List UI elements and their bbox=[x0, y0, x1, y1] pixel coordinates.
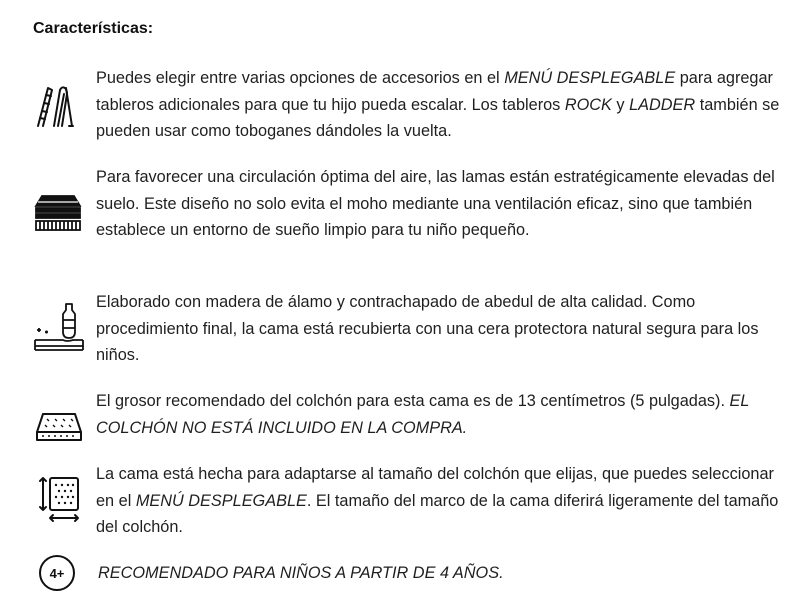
feature-text: RECOMENDADO PARA NIÑOS A PARTIR DE 4 AÑOS. bbox=[98, 564, 504, 582]
wood-finish-icon bbox=[33, 302, 85, 352]
feature-text: El grosor recomendado del colchón para esta cama es de 13 centímetros (5 pulgadas). EL COLCHÓN NO ESTÁ INCLUIDO EN LA COMPRA. bbox=[96, 392, 750, 437]
feature-text: Elaborado con madera de álamo y contrachapado de abedul de alta calidad. Como procedimiento final, la cama está recubierta con una cera protectora natural segura para los niños. bbox=[96, 293, 759, 364]
age-4-plus-icon bbox=[38, 554, 76, 592]
feature-text: La cama está hecha para adaptarse al tamaño del colchón que elijas, que puedes seleccionar en el MENÚ DESPLEGABLE. El tamaño del marco de la cama diferirá ligeramente del tamaño del colchón. bbox=[96, 465, 779, 536]
mattress-icon bbox=[35, 410, 83, 444]
slats-icon bbox=[34, 190, 82, 234]
feature-text: Puedes elegir entre varias opciones de accesorios en el MENÚ DESPLEGABLE para agregar tableros adicionales para que tu hijo pueda escalar. Los tableros ROCK y LADDER también se pueden usar como toboganes dándoles la vuelta. bbox=[96, 69, 780, 140]
age-4-plus-label: 4+ bbox=[49, 566, 65, 581]
section-heading: Características: bbox=[33, 20, 154, 37]
mattress-size-icon bbox=[38, 474, 82, 524]
feature-text: Para favorecer una circulación óptima del aire, las lamas están estratégicamente elevadas del suelo. Este diseño no solo evita el moho mediante una ventilación eficaz, sino que también establece un entorno de sueño limpio para tu niño pequeño. bbox=[96, 168, 775, 239]
ladder-slide-icon bbox=[34, 84, 78, 128]
